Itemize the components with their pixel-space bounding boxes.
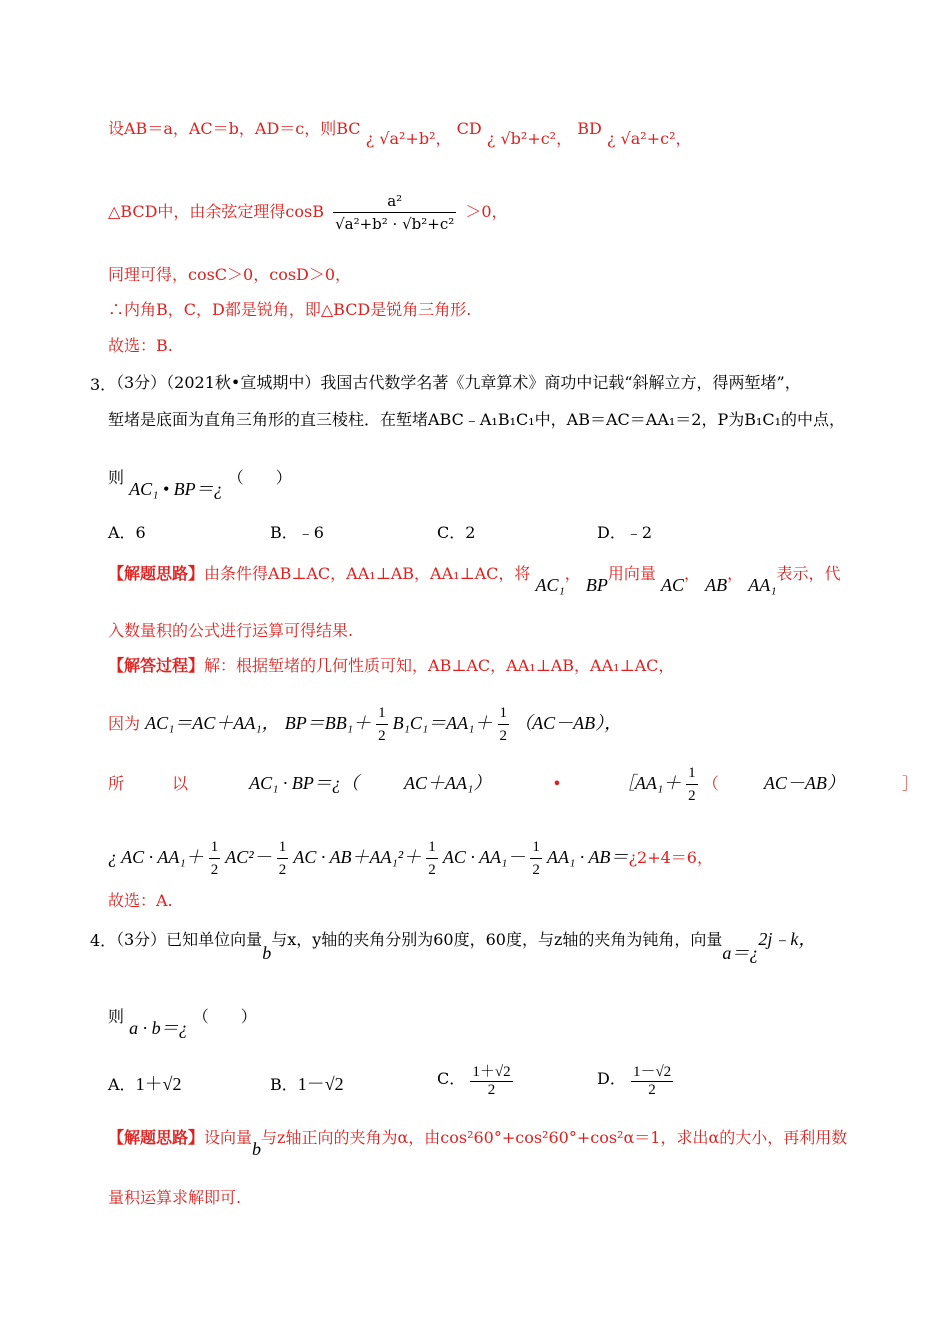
question-4-number: 4． (90, 931, 117, 950)
question-3-stem-3: 则 AC₁ • BP＝¿ （ ） (108, 468, 292, 499)
question-4-idea: 【解题思路】设向量b与z轴正向的夹角为α，由cos²60°+cos²60°+cos²α＝1，求出α的大小，再利用数 (108, 1128, 848, 1159)
solution-answer-prev: 故选：B. (108, 336, 173, 355)
question-3-option-a[interactable]: A．6 (108, 523, 146, 542)
solution-line-2: △BCD中，由余弦定理得cosB $\frac{\text{a²}}{\text{√a²+b² · √b²+c²}}$ ＞0， (108, 192, 508, 233)
question-4-stem-2: 则 a · b＝¿ （ ） (108, 1007, 257, 1038)
solution-line-3: 同理可得，cosC＞0，cosD＞0， (108, 265, 352, 284)
question-3-idea: 【解题思路】由条件得AB⊥AC，AA₁⊥AB，AA₁⊥AC，将 AC₁， BP用向量 AC， AB， AA₁表示，代 (108, 564, 841, 595)
question-3-answer: 故选：A. (108, 891, 173, 910)
question-4-option-b[interactable]: B．1－√2 (270, 1074, 344, 1094)
question-4-stem-1: （3分）已知单位向量b与x，y轴的夹角分别为60度，60度，与z轴的夹角为钝角，向量a＝¿2j﹣k， (108, 929, 817, 963)
question-3-expand: ¿ AC · AA₁＋ $\frac{1}{2}$ AC²－ $\frac{1}{2}$ AC · AB＋AA₁²＋ $\frac{1}{2}$ AC · AA₁－ $\frac{1}{2}$ AA₁ · AB＝¿2+4＝6， (108, 836, 713, 881)
question-4-option-d[interactable]: D． $\frac{1-√2}{2}$ (597, 1060, 673, 1099)
question-3-so: 所 以 AC₁ · BP＝¿（ AC＋AA₁） • ［AA₁＋ $\frac{1}{2}$ （ AC－AB） ］ (108, 762, 918, 807)
solution-line-1: 设AB＝a，AC＝b，AD＝c，则BC ¿ √a²+b²， CD ¿ √b²+c²， BD ¿ √a²+c²， (108, 119, 692, 148)
question-3-stem-2: 堑堵是底面为直角三角形的直三棱柱．在堑堵ABC﹣A₁B₁C₁中，AB＝AC＝AA₁＝2，P为B₁C₁的中点， (108, 410, 846, 429)
question-3-option-c[interactable]: C．2 (437, 523, 476, 542)
question-4-option-c[interactable]: C． $\frac{1+√2}{2}$ (437, 1060, 513, 1099)
question-3-stem-1: （3分）（2021秋•宣城期中）我国古代数学名著《九章算术》商功中记载“斜解立方，得两堑堵”， (108, 373, 801, 392)
question-3-option-b[interactable]: B．﹣6 (270, 523, 324, 542)
question-4-option-a[interactable]: A．1＋√2 (108, 1074, 182, 1094)
solution-line-4: ∴内角B，C，D都是锐角，即△BCD是锐角三角形. (108, 300, 472, 319)
question-3-number: 3． (90, 375, 117, 394)
cosine-fraction: $\frac{\text{a²}}{\text{√a²+b² · √b²+c²}}$ (335, 192, 455, 233)
question-3-option-d[interactable]: D．﹣2 (597, 523, 653, 542)
question-3-idea-2: 入数量积的公式进行运算可得结果. (108, 621, 354, 640)
question-3-process: 【解答过程】解：根据堑堵的几何性质可知，AB⊥AC，AA₁⊥AB，AA₁⊥AC， (108, 656, 675, 675)
question-3-because: 因为 AC₁＝AC＋AA₁， BP＝BB₁＋ $\frac{1}{2}$ B₁C₁＝AA₁＋ $\frac{1}{2}$ （AC－AB）， (108, 702, 622, 747)
question-4-idea-2: 量积运算求解即可. (108, 1188, 242, 1207)
